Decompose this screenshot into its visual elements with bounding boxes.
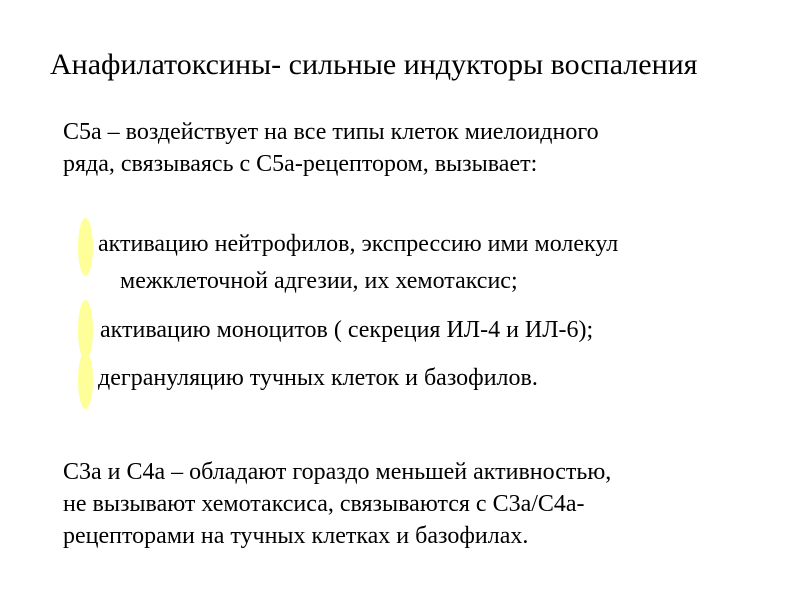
intro-line: ряда, связываясь с С5а-рецептором, вызывает: (63, 151, 538, 177)
bullet-text: межклеточной адгезии, их хемотаксис; (120, 268, 518, 294)
bullet-text: активацию моноцитов ( секреция ИЛ-4 и ИЛ-6); (100, 317, 594, 343)
bullet-marker (78, 351, 93, 409)
slide-title: Анафилатоксины- сильные индукторы воспаления (50, 48, 698, 81)
outro-line: рецепторами на тучных клетках и базофилах. (63, 523, 529, 549)
bullet-text: активацию нейтрофилов, экспрессию ими молекул (98, 231, 619, 257)
bullet-marker (78, 218, 93, 276)
intro-line: С5а – воздействует на все типы клеток миелоидного (63, 119, 599, 145)
outro-paragraph (63, 456, 611, 552)
outro-line: С3а и С4а – обладают гораздо меньшей активностью, (63, 459, 612, 485)
bullet-text: дегрануляцию тучных клеток и базофилов. (98, 365, 538, 391)
intro-paragraph (63, 116, 599, 180)
outro-line: не вызывают хемотаксиса, связываются с С3а/С4а- (63, 491, 585, 517)
